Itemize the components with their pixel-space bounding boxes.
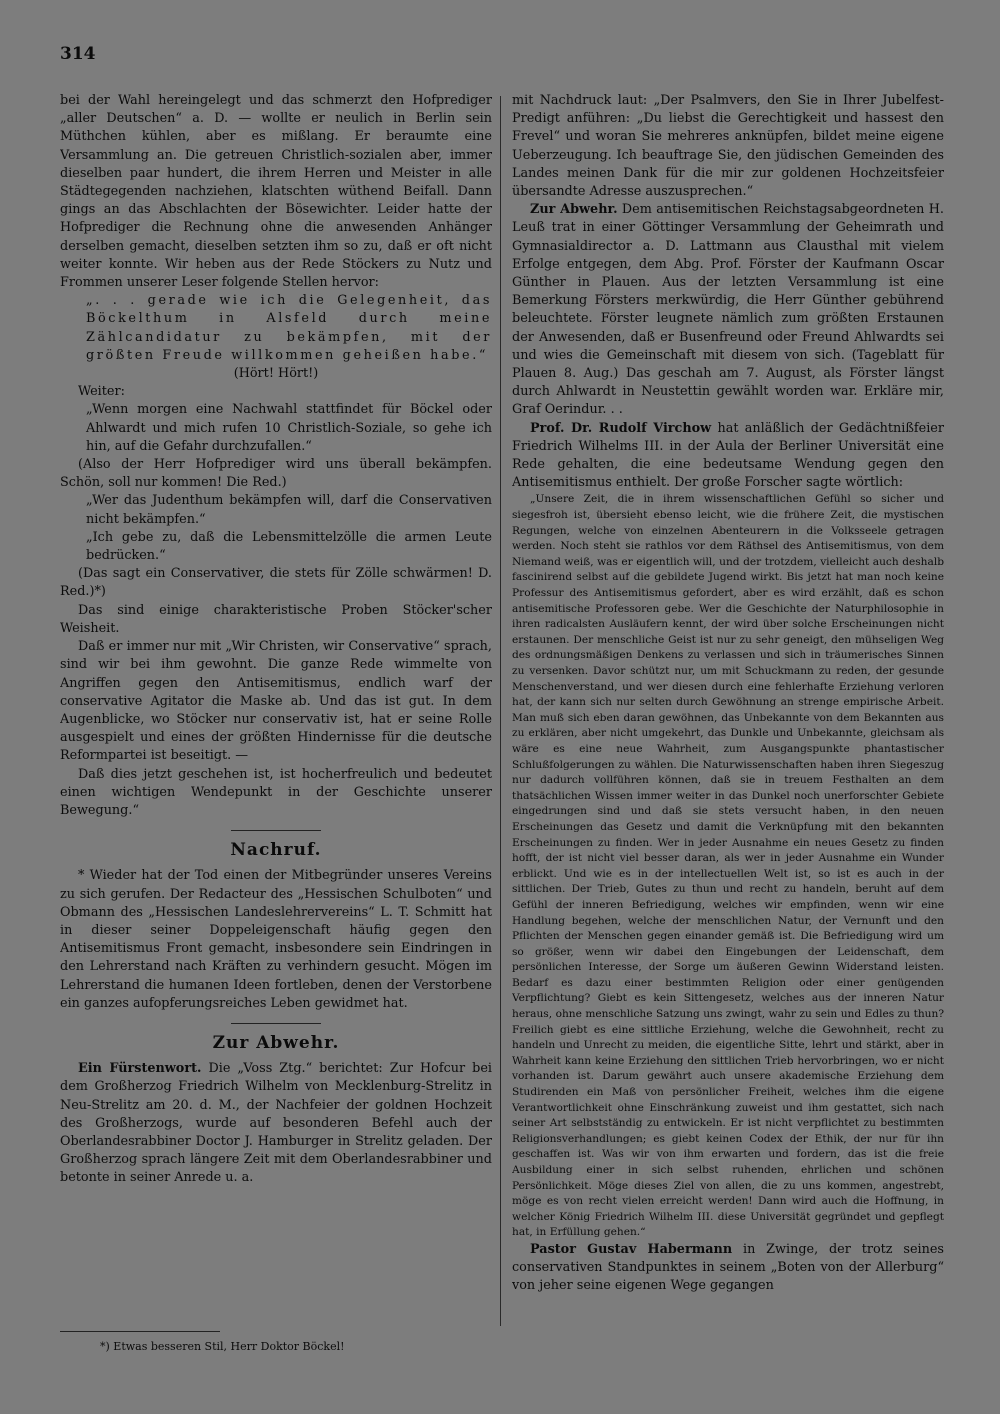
fuerstenwort-paragraph [60, 1060, 492, 1187]
heading-nachruf: Nachruf. [230, 840, 322, 861]
habermann-paragraph [512, 1241, 944, 1296]
fuerstenwort-lead: Ein Fürstenwort. [78, 1061, 202, 1077]
abwehr-text: Dem antisemitischen Reichstagsabgeordneten H. Leuß trat in einer Göttinger Versammlung der Geheimrath und Gymnasialdirector a. D. Lattmann aus Clausthal mit vielem Erfolge entgegen, dem Abg. Prof. Förster der Kaufmann Oscar Günther in Plauen. Aus der letzten Versammlung ist eine Bemerkung Försters merkwürdig, die Herr Günther gebührend beleuchtete. Förster leugnete nämlich zum größten Erstaunen der Anwesenden, daß er Busenfreund oder Freund Ahlwardts sei und wies die Gemeinschaft mit diesem von sich. (Tageblatt für Plauen 8. Aug.) Das geschah am 7. August, als Förster längst durch Ahlwardt in Neustettin gewählt worden war. Erkläre mir, Graf Oerindur. . . [512, 202, 944, 418]
habermann-text: in Zwinge, der trotz seines conservativen Standpunktes in seinem „Boten von der Allerburg“ von jeher seine eigenen Wege gegangen [512, 1241, 944, 1294]
left-column [60, 92, 492, 1342]
abwehr-lead: Zur Abwehr. [530, 202, 618, 218]
left-paragraph: bei der Wahl hereingelegt und das schmerzt den Hofprediger „aller Deutschen“ a. D. — wollte er neulich in Berlin sein Müthchen kühlen, aber es mißlang. Er beraumte eine Versammlung an. Die getreuen Christlich-sozialen aber, immer dieselben paar hundert, die ihrem Herren und Meister in alle Städtegegenden nachziehen, klatschten wüthend Beifall. Dann gings an das Abschlachten der Bösewichter. Leider hatte der Hofprediger die Rechnung ohne die anwesenden Anhänger derselben gemacht, dieselben setzten ihm so zu, daß er oft nicht weiter konnte. Wir heben aus der Rede Stöckers zu Nutz und Frommen unserer Leser folgende Stellen hervor: [60, 93, 492, 291]
left-paragraph: Daß dies jetzt geschehen ist, ist hocherfreulich und bedeutet einen wichtigen Wendepunkt in der Geschichte unserer Bewegung.“ [60, 766, 492, 818]
heading-zur-abwehr: Zur Abwehr. [212, 1032, 340, 1053]
page-number: 314 [60, 44, 96, 64]
left-paragraph: Daß er immer nur mit „Wir Christen, wir Conservative“ sprach, sind wir bei ihm gewohnt. Die ganze Rede wimmelte von Angriffen gegen den Antisemitismus, endlich warf der conservative Agitator die Maske ab. Und das ist gut. In dem Augenblicke, wo Stöcker nur conservativ ist, hat er seine Rolle ausgespielt und eines der größten Hindernisse für die deutsche Reformpartei ist beseitigt. — [60, 639, 492, 764]
section-rule [231, 1023, 321, 1024]
stoecker-quote: „Wer das Judenthum bekämpfen will, darf die Conservativen nicht bekämpfen.“ [86, 493, 492, 527]
right-column [512, 92, 944, 1382]
weiter-label: Weiter: [78, 384, 125, 400]
virchow-text: hat anläßlich der Gedächtnißfeier Friedrich Wilhelms III. in der Aula der Berliner Universität eine Rede gehalten, die eine bedeutsame Wendung gegen den Antisemitismus enthielt. Der große Forscher sagte wörtlich: [512, 420, 944, 491]
virchow-quote: „Unsere Zeit, die in ihrem wissenschaftlichen Gefühl so sicher und siegesfroh ist, übersieht ebenso leicht, wie die frühere Zeit, die mystischen Regungen, welche von einzelnen Abenteurern in die Volksseele getragen werden. Noch steht sie rathlos vor dem Räthsel des Antisemitismus, von dem Niemand weiß, was er eigentlich will, und der trotzdem, vielleicht auch deshalb fascinirend selbst auf die gebildete Jugend wirkt. Bis jetzt hat man noch keine Professur des Antisemitismus gefordert, aber es wird erzählt, daß es schon antisemitische Professoren gebe. Wer die Geschichte der Naturphilosophie in ihren radicalsten Ausläufern kennt, der wird über solche Erscheinungen nicht erstaunen. Der menschliche Geist ist nur zu sehr geneigt, den mühseligen Weg des ordnungsmäßigen Denkens zu verlassen und sich in träumerisches Sinnen zu versenken. Davor schützt nur, um mit Schuckmann zu reden, der gesunde Menschenverstand, und wer diesen durch eine fehlerhafte Erziehung verloren hat, der kann sich nur selten durch Gewöhnung an strenge empirische Arbeit. Man muß sich eben daran gewöhnen, das Unbekannte von dem Bekannten aus zu erklären, aber nicht umgekehrt, das Dunkle und Unbekannte, gleichsam als wäre es eine neue Wahrheit, zum Ausgangspunkte phantastischer Schlußfolgerungen zu wählen. Die Naturwissenschaften haben ihren Siegeszug nur dadurch vollführen können, daß sie in treuem Festhalten an dem thatsächlichen Wissen immer weiter in das Dunkel noch unerforschter Gebiete eingedrungen sind und daß sie stets versucht haben, in den neuen Erscheinungen das Gesetz und damit die Verknüpfung mit den bekannten Erscheinungen zu finden. Wer in jeder Ausnahme ein neues Gesetz zu finden hofft, der ist nicht viel besser daran, als wer in jeder Ausnahme ein Wunder erblickt. Und wie es in der intellectuellen Welt ist, so ist es auch in der sittlichen. Der Trieb, Gutes zu thun und recht zu handeln, beruht auf dem Gefühl der inneren Befriedigung, welches wir empfinden, wenn wir eine Handlung begehen, welche der menschlichen Natur, der Vernunft und den Pflichten der Menschen gegen einander gemäß ist. Die Befriedigung wird um so größer, wenn wir dabei den Eingebungen der Leidenschaft, dem persönlichen Interesse, der Sorge um äußeren Gewinn Widerstand leisten. Bedarf es dazu einer bestimmten Religion oder einer genügenden Verpflichtung? Giebt es kein Sittengesetz, welches aus der inneren Natur heraus, ohne menschliche Satzung uns zwingt, wahr zu sein und Edles zu thun? Freilich giebt es eine sittliche Erziehung, welche die Gewohnheit, recht zu handeln und Unrecht zu meiden, die eigentliche Sitte, lehrt und stärkt, aber in Wahrheit kann keine Erziehung den sittlichen Trieb hervorbringen, wo er nicht vorhanden ist. Darum gewährt auch unsere akademische Erziehung dem Studirenden ein Maß von persönlicher Freiheit, welches ihm die eigene Verantwortlichkeit ohne Einschränkung zuweist und ihm gestattet, sich nach seiner Art selbstständig zu entwickeln. Er ist nicht verpflichtet zu bestimmten Religionsverhandlungen; es giebt keinen Codex der Ethik, der nur für ihn geschaffen ist. Was wir von ihm erwarten und fordern, das ist die freie Ausbildung einer in sich selbst ruhenden, ehrlichen und schönen Persönlichkeit. Möge dieses Ziel von allen, die zu uns kommen, angestrebt, möge es von recht vielen erreicht werden! Dann wird auch die Hoffnung, in welcher König Friedrich Wilhelm III. diese Universität gegründet und gepflegt hat, in Erfüllung gehen.“ [512, 493, 944, 1239]
stoecker-quote: „. . . gerade wie ich die Gelegenheit, das Böckelthum in Alsfeld durch meine Zählcandidatur zu bekämpfen, mit der größten Freude willkommen geheißen habe.“ [86, 293, 492, 363]
left-paragraph: Das sind einige charakteristische Proben Stöcker'scher Weisheit. [60, 602, 492, 636]
nachruf-paragraph: * Wieder hat der Tod einen der Mitbegründer unseres Vereins zu sich gerufen. Der Redacteur des „Hessischen Schulboten“ und Obmann des „Hessischen Landeslehrervereins“ L. T. Schmitt hat in dieser seiner Doppeleigenschaft häufig gegen den Antisemitismus Front gemacht, insbesondere sein Eindringen in den Lehrerstand nach Kräften zu verhindern gesucht. Mögen im Lehrerstand die humanen Ideen fortleben, denen der Verstorbene ein ganzes aufopferungsreiches Leben gewidmet hat. [60, 868, 492, 1011]
footnote-rule [60, 1331, 220, 1332]
stoecker-quote: „Ich gebe zu, daß die Lebensmittelzölle die armen Leute bedrücken.“ [86, 529, 492, 564]
column-divider [500, 96, 501, 1326]
section-rule [231, 830, 321, 831]
stoecker-quote: „Wenn morgen eine Nachwahl stattfindet für Böckel oder Ahlwardt und mich rufen 10 Christlich-Soziale, so gehe ich hin, auf die Gefahr durchzufallen.“ [86, 402, 492, 454]
editor-remark: (Also der Herr Hofprediger wird uns überall bekämpfen. Schön, soll nur kommen! Die Red.) [60, 457, 492, 491]
habermann-lead: Pastor Gustav Habermann [530, 1241, 733, 1257]
right-paragraph: mit Nachdruck laut: „Der Psalmvers, den Sie in Ihrer Jubelfest-Predigt anführen: „Du liebst die Gerechtigkeit und hassest den Frevel“ und woran Sie mehreres anknüpfen, bildet meine eigene Ueberzeugung. Ich beauftrage Sie, den jüdischen Gemeinden des Landes meinen Dank für die mir zur goldenen Hochzeitsfeier übersandte Adresse auszusprechen.“ [512, 93, 944, 200]
quote-reaction: (Hört! Hört!) [233, 366, 319, 382]
abwehr-paragraph [512, 201, 944, 419]
footnote: *) Etwas besseren Stil, Herr Doktor Böckel! [100, 1340, 345, 1353]
editor-remark: (Das sagt ein Conservativer, die stets für Zölle schwärmen! D. Red.)*) [60, 566, 492, 600]
fuerstenwort-text: Die „Voss Ztg.“ berichtet: Zur Hofcur bei dem Großherzog Friedrich Wilhelm von Mecklenburg-Strelitz in Neu-Strelitz am 20. d. M., der Nachfeier der goldnen Hochzeit des Großherzogs, wurde auf besonderen Befehl auch der Oberlandesrabbiner Doctor J. Hamburger in Strelitz geladen. Der Großherzog sprach längere Zeit mit dem Oberlandesrabbiner und betonte in seiner Anrede u. a. [60, 1061, 492, 1186]
virchow-lead: Prof. Dr. Rudolf Virchow [530, 420, 712, 436]
virchow-paragraph [512, 420, 944, 493]
